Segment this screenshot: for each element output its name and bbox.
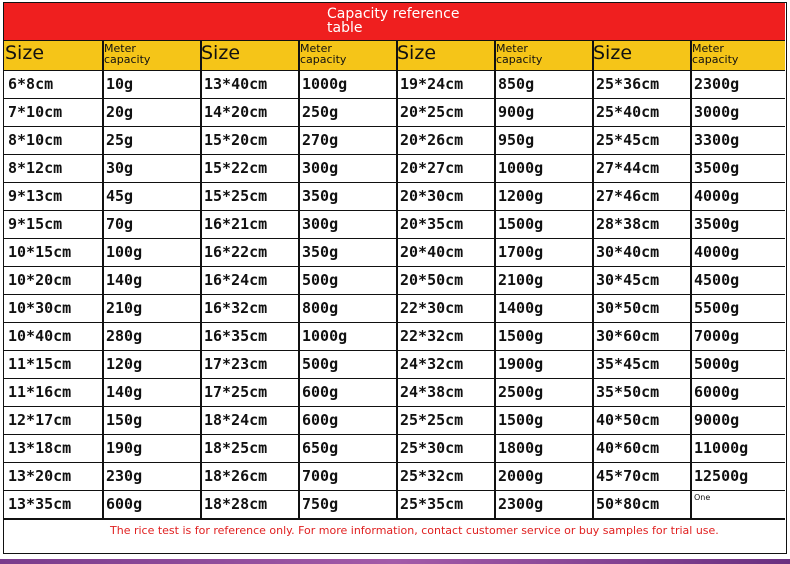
- capacity-cell: 950g: [498, 131, 535, 149]
- header-meter-capacity-3: Meter capacity: [496, 42, 543, 66]
- capacity-cell: 4000g: [694, 243, 740, 261]
- capacity-cell: 600g: [302, 411, 339, 429]
- table-row: [4, 183, 785, 211]
- size-cell: 25*45cm: [596, 131, 660, 149]
- size-cell: 11*16cm: [8, 383, 72, 401]
- capacity-cell: 800g: [302, 299, 339, 317]
- capacity-cell: 1500g: [498, 327, 544, 345]
- capacity-cell: 150g: [106, 411, 143, 429]
- size-cell: 13*35cm: [8, 495, 72, 513]
- header-row: [4, 40, 785, 71]
- table-row: [4, 351, 785, 379]
- size-cell: 20*40cm: [400, 243, 464, 261]
- footer-note: The rice test is for reference only. For more information, contact customer service or buy samples for trial use.: [110, 524, 719, 537]
- capacity-cell: 9000g: [694, 411, 740, 429]
- capacity-cell: 1000g: [498, 159, 544, 177]
- size-cell: 30*45cm: [596, 271, 660, 289]
- capacity-cell: 900g: [498, 103, 535, 121]
- capacity-cell: 1200g: [498, 187, 544, 205]
- size-cell: 16*32cm: [204, 299, 268, 317]
- size-cell: 9*15cm: [8, 215, 63, 233]
- capacity-cell: 350g: [302, 243, 339, 261]
- table-row: [4, 295, 785, 323]
- size-cell: 13*40cm: [204, 75, 268, 93]
- table-row: [4, 99, 785, 127]
- capacity-cell: 100g: [106, 243, 143, 261]
- size-cell: 16*22cm: [204, 243, 268, 261]
- column-divider: [396, 40, 398, 519]
- capacity-cell: 4500g: [694, 271, 740, 289]
- capacity-cell: 250g: [302, 103, 339, 121]
- size-cell: 19*24cm: [400, 75, 464, 93]
- capacity-cell: 750g: [302, 495, 339, 513]
- capacity-table: [3, 2, 787, 554]
- table-row: [4, 435, 785, 463]
- size-cell: 22*30cm: [400, 299, 464, 317]
- table-row: [4, 407, 785, 435]
- capacity-cell: 1900g: [498, 355, 544, 373]
- size-cell: 20*27cm: [400, 159, 464, 177]
- size-cell: 6*8cm: [8, 75, 54, 93]
- size-cell: 27*46cm: [596, 187, 660, 205]
- size-cell: 35*45cm: [596, 355, 660, 373]
- capacity-cell: 4000g: [694, 187, 740, 205]
- capacity-cell: 2300g: [498, 495, 544, 513]
- size-cell: 24*38cm: [400, 383, 464, 401]
- capacity-cell: 5000g: [694, 355, 740, 373]
- capacity-cell: 20g: [106, 103, 134, 121]
- size-cell: 17*23cm: [204, 355, 268, 373]
- capacity-cell: 3500g: [694, 159, 740, 177]
- size-cell: 11*15cm: [8, 355, 72, 373]
- size-cell: 9*13cm: [8, 187, 63, 205]
- size-cell: 7*10cm: [8, 103, 63, 121]
- capacity-cell: 700g: [302, 467, 339, 485]
- capacity-cell: 1500g: [498, 411, 544, 429]
- size-cell: 30*60cm: [596, 327, 660, 345]
- size-cell: 50*80cm: [596, 495, 660, 513]
- capacity-cell: 11000g: [694, 439, 749, 457]
- size-cell: 8*12cm: [8, 159, 63, 177]
- capacity-cell: 850g: [498, 75, 535, 93]
- size-cell: 24*32cm: [400, 355, 464, 373]
- capacity-cell: 70g: [106, 215, 134, 233]
- size-cell: 30*50cm: [596, 299, 660, 317]
- capacity-cell: 210g: [106, 299, 143, 317]
- table-row: [4, 463, 785, 491]
- size-cell: 25*40cm: [596, 103, 660, 121]
- column-divider: [200, 40, 202, 519]
- size-cell: 25*32cm: [400, 467, 464, 485]
- capacity-cell: 120g: [106, 355, 143, 373]
- size-cell: 10*15cm: [8, 243, 72, 261]
- size-cell: 25*36cm: [596, 75, 660, 93]
- capacity-cell: 500g: [302, 355, 339, 373]
- capacity-cell: 300g: [302, 215, 339, 233]
- column-divider: [102, 40, 104, 519]
- header-meter-capacity-2: Meter capacity: [300, 42, 347, 66]
- size-cell: 28*38cm: [596, 215, 660, 233]
- capacity-cell: 10g: [106, 75, 134, 93]
- size-cell: 35*50cm: [596, 383, 660, 401]
- table-row: [4, 127, 785, 155]
- capacity-cell: 3000g: [694, 103, 740, 121]
- size-cell: 13*20cm: [8, 467, 72, 485]
- capacity-cell: 7000g: [694, 327, 740, 345]
- size-cell: 18*26cm: [204, 467, 268, 485]
- size-cell: 16*21cm: [204, 215, 268, 233]
- size-cell: 14*20cm: [204, 103, 268, 121]
- capacity-cell: 140g: [106, 271, 143, 289]
- size-cell: 20*26cm: [400, 131, 464, 149]
- capacity-cell: One: [694, 493, 711, 502]
- table-title: Capacity reference table: [327, 6, 460, 36]
- capacity-cell: 2500g: [498, 383, 544, 401]
- capacity-cell: 600g: [302, 383, 339, 401]
- column-divider: [494, 40, 496, 519]
- size-cell: 25*30cm: [400, 439, 464, 457]
- size-cell: 16*24cm: [204, 271, 268, 289]
- capacity-cell: 30g: [106, 159, 134, 177]
- column-divider: [690, 40, 692, 519]
- size-cell: 15*25cm: [204, 187, 268, 205]
- capacity-cell: 650g: [302, 439, 339, 457]
- capacity-cell: 190g: [106, 439, 143, 457]
- column-divider: [298, 40, 300, 519]
- capacity-cell: 140g: [106, 383, 143, 401]
- size-cell: 17*25cm: [204, 383, 268, 401]
- size-cell: 27*44cm: [596, 159, 660, 177]
- size-cell: 40*60cm: [596, 439, 660, 457]
- capacity-cell: 45g: [106, 187, 134, 205]
- size-cell: 40*50cm: [596, 411, 660, 429]
- size-cell: 16*35cm: [204, 327, 268, 345]
- capacity-cell: 12500g: [694, 467, 749, 485]
- capacity-cell: 350g: [302, 187, 339, 205]
- size-cell: 15*22cm: [204, 159, 268, 177]
- table-row: [4, 379, 785, 407]
- table-body: [4, 71, 785, 519]
- size-cell: 25*35cm: [400, 495, 464, 513]
- capacity-cell: 270g: [302, 131, 339, 149]
- header-size-3: Size: [397, 42, 437, 64]
- header-size-2: Size: [201, 42, 241, 64]
- size-cell: 18*25cm: [204, 439, 268, 457]
- table-row: [4, 211, 785, 239]
- capacity-cell: 1400g: [498, 299, 544, 317]
- size-cell: 15*20cm: [204, 131, 268, 149]
- size-cell: 20*25cm: [400, 103, 464, 121]
- size-cell: 20*35cm: [400, 215, 464, 233]
- header-meter-capacity-4: Meter capacity: [692, 42, 739, 66]
- capacity-cell: 280g: [106, 327, 143, 345]
- capacity-cell: 500g: [302, 271, 339, 289]
- size-cell: 12*17cm: [8, 411, 72, 429]
- capacity-cell: 3300g: [694, 131, 740, 149]
- capacity-cell: 1000g: [302, 75, 348, 93]
- size-cell: 18*28cm: [204, 495, 268, 513]
- capacity-cell: 2300g: [694, 75, 740, 93]
- table-row: [4, 267, 785, 295]
- size-cell: 8*10cm: [8, 131, 63, 149]
- table-row: [4, 323, 785, 351]
- header-meter-capacity-1: Meter capacity: [104, 42, 151, 66]
- capacity-cell: 300g: [302, 159, 339, 177]
- size-cell: 10*30cm: [8, 299, 72, 317]
- capacity-cell: 600g: [106, 495, 143, 513]
- capacity-cell: 1000g: [302, 327, 348, 345]
- table-title-bar: [4, 3, 785, 40]
- size-cell: 13*18cm: [8, 439, 72, 457]
- column-divider: [592, 40, 594, 519]
- capacity-cell: 2000g: [498, 467, 544, 485]
- size-cell: 18*24cm: [204, 411, 268, 429]
- table-row: [4, 71, 785, 99]
- size-cell: 10*40cm: [8, 327, 72, 345]
- footer: [4, 519, 785, 553]
- size-cell: 10*20cm: [8, 271, 72, 289]
- size-cell: 30*40cm: [596, 243, 660, 261]
- capacity-cell: 2100g: [498, 271, 544, 289]
- table-row: [4, 239, 785, 267]
- size-cell: 20*50cm: [400, 271, 464, 289]
- bottom-border-strip: [0, 559, 790, 564]
- header-size-4: Size: [593, 42, 633, 64]
- size-cell: 25*25cm: [400, 411, 464, 429]
- table-row: [4, 491, 785, 519]
- capacity-cell: 25g: [106, 131, 134, 149]
- size-cell: 20*30cm: [400, 187, 464, 205]
- capacity-cell: 1700g: [498, 243, 544, 261]
- capacity-cell: 230g: [106, 467, 143, 485]
- capacity-cell: 3500g: [694, 215, 740, 233]
- capacity-cell: 5500g: [694, 299, 740, 317]
- capacity-cell: 6000g: [694, 383, 740, 401]
- size-cell: 45*70cm: [596, 467, 660, 485]
- table-row: [4, 155, 785, 183]
- header-size-1: Size: [5, 42, 45, 64]
- capacity-cell: 1500g: [498, 215, 544, 233]
- capacity-cell: 1800g: [498, 439, 544, 457]
- size-cell: 22*32cm: [400, 327, 464, 345]
